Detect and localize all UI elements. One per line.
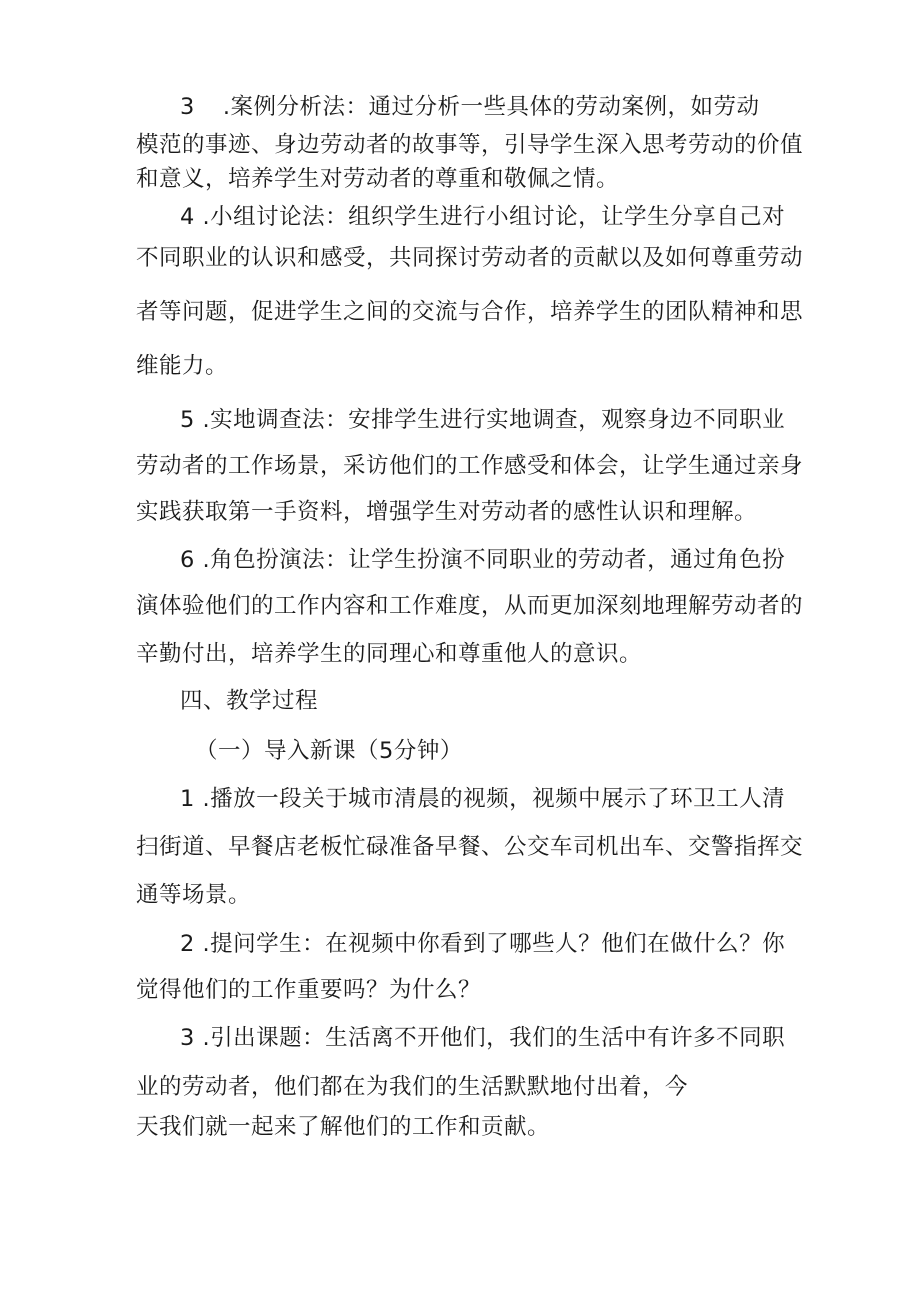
paragraph-line: 辛勤付出，培养学生的同理心和尊重他人的意识。	[136, 641, 643, 667]
paragraph-line: 4 .小组讨论法：组织学生进行小组讨论，让学生分享自己对	[180, 204, 786, 230]
paragraph-line: 不同职业的认识和感受，共同探讨劳动者的贡献以及如何尊重劳动	[136, 245, 804, 271]
paragraph-line: 者等问题，促进学生之间的交流与合作，培养学生的团队精神和思	[136, 299, 804, 325]
paragraph-line: 3 .引出课题：生活离不开他们，我们的生活中有许多不同职	[180, 1025, 786, 1051]
paragraph-line: 通等场景。	[136, 882, 252, 908]
paragraph-line: 实践获取第一手资料，增强学生对劳动者的感性认识和理解。	[136, 499, 758, 525]
paragraph-line: 1 .播放一段关于城市清晨的视频，视频中展示了环卫工人清	[180, 786, 786, 812]
paragraph-line: 维能力。	[136, 353, 229, 379]
paragraph-line: 和意义，培养学生对劳动者的尊重和敬佩之情。	[136, 166, 620, 192]
paragraph-line: 觉得他们的工作重要吗？为什么？	[136, 977, 482, 1003]
paragraph-line: 业的劳动者，他们都在为我们的生活默默地付出着，今	[136, 1074, 689, 1100]
list-number: 3	[180, 94, 195, 120]
line-text: .案例分析法：通过分析一些具体的劳动案例，如劳动	[222, 94, 760, 120]
paragraph-line: 模范的事迹、身边劳动者的故事等，引导学生深入思考劳动的价值	[136, 132, 804, 158]
paragraph-line: 扫街道、早餐店老板忙碌准备早餐、公交车司机出车、交警指挥交	[136, 834, 804, 860]
section-heading: 四、教学过程	[180, 688, 319, 714]
paragraph-line: 2 .提问学生：在视频中你看到了哪些人？他们在做什么？你	[180, 931, 786, 957]
paragraph-line: 天我们就一起来了解他们的工作和贡献。	[136, 1114, 551, 1140]
paragraph-line	[180, 92, 759, 122]
paragraph-line: 劳动者的工作场景，采访他们的工作感受和体会，让学生通过亲身	[136, 453, 804, 479]
paragraph-line: 演体验他们的工作内容和工作难度，从而更加深刻地理解劳动者的	[136, 593, 804, 619]
paragraph-line: 5 .实地调查法：安排学生进行实地调查，观察身边不同职业	[180, 407, 786, 433]
subsection-heading: （一）导入新课（5分钟）	[195, 738, 463, 764]
paragraph-line: 6 .角色扮演法：让学生扮演不同职业的劳动者，通过角色扮	[180, 547, 786, 573]
